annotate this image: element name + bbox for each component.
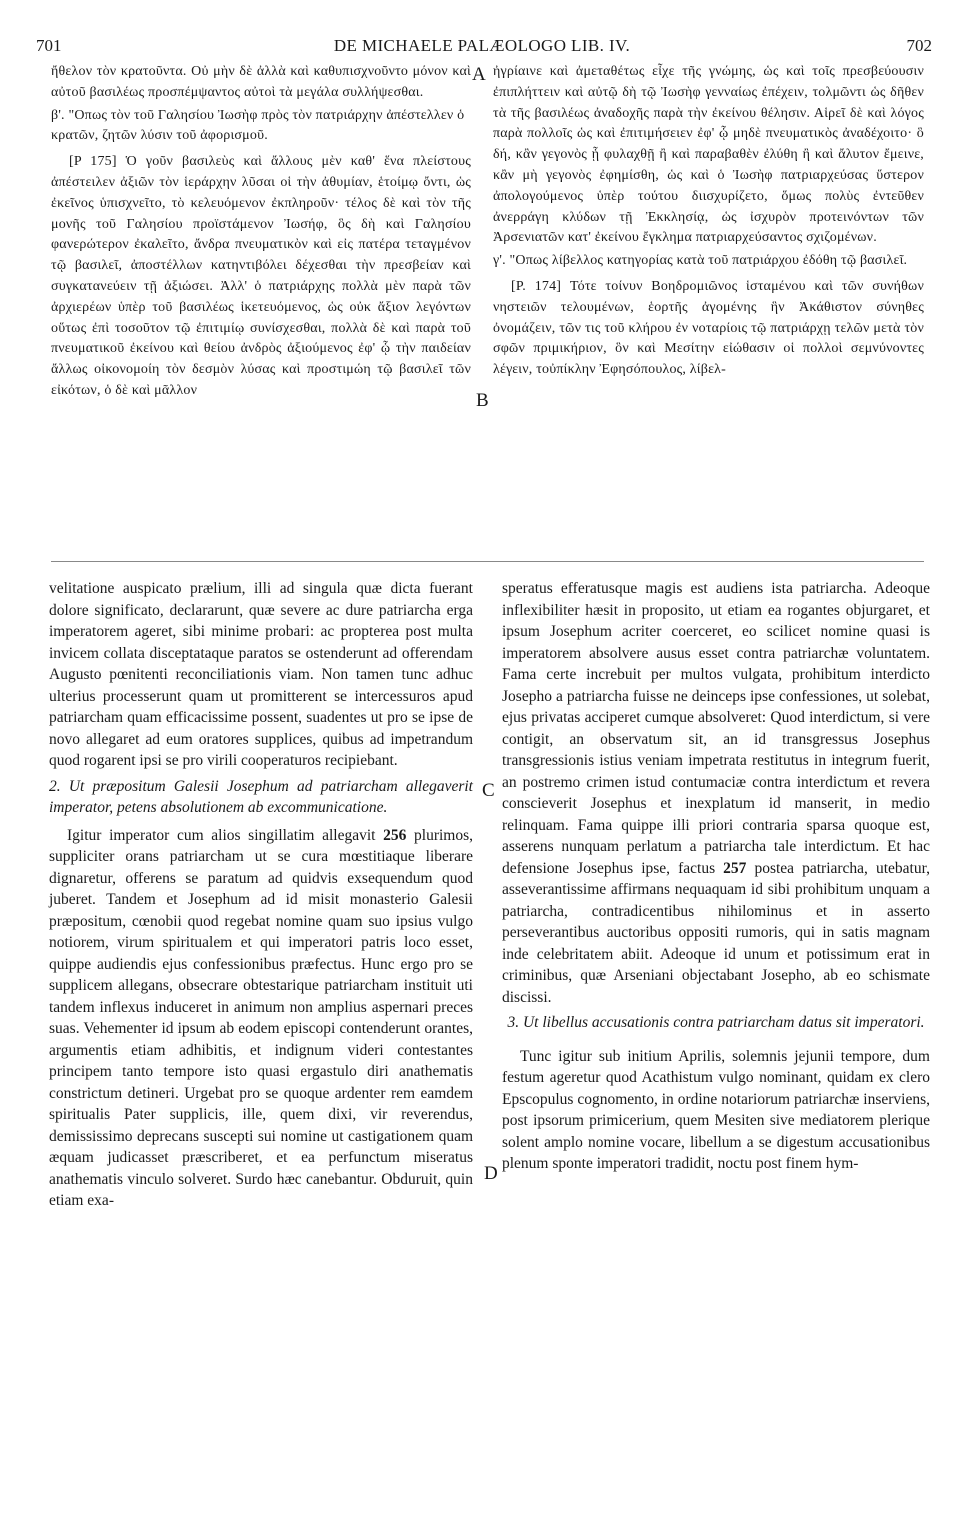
page-header [32,36,932,58]
greek-left-chapter-summary: β'. "Οπως τὸν τοῦ Γαλησίου Ἰωσὴφ πρὸς τὸν πατριάρχην ἀπέστελλεν ὁ κρατῶν, ζητῶν λύσιν τοῦ ἀφορισμοῦ. [51,107,465,144]
latin-left-chapter-summary: 2. Ut præpositum Galesii Josephum ad patriarcham allegaverit imperator, petens absolutionem ab excommunicatione. [49,777,473,816]
latin-right-paragraph-1 [502,578,930,1008]
latin-left-paragraph-2 [49,825,473,1212]
margin-marker-c: C [482,780,495,801]
column-divider-rule [51,561,924,562]
margin-marker-d: D [484,1163,498,1184]
greek-right-chapter-summary: γ'. "Οπως λίβελλος κατηγορίας κατὰ τοῦ πατριάρχου ἐδόθη τῷ βασιλεῖ. [493,253,908,269]
latin-right-paragraph-1-start: speratus efferatusque magis est audiens ista patriarcha. Adeoque inflexibiliter hæsit in proposito, ut etiam ea rogantes objurgaret, et ipsum Josephum acriter coerceret, eo scilicet nomine quasi is imperatorem absolvere ausus esset contra patriarchæ voluntatem. Fama certe increbuit per multos vulgata, prohibitum interdicto Josepho a patriarcha fuisse ne deinceps ipse confessiones, ut solebat, ejus privatas acciperet cumque absolveret: Quod interdictum, si vere contigit, an observatum sit, an id transgressus Josephus transgressionis istius veniam impetrata restitutus in integrum fuerit, an postremo crimen istud contumaciæ contra interdictum et revera conscieverit Josephus et inexplatum id manserit, in medio relinquam. Fama quippe illi priori contraria sparsa quoque est, asserens nunquam perlatum a patriarcha tale interdictum. Et hac defensione Josephus ipse, factus [502,580,930,877]
latin-right-chapter-summary: 3. Ut libellus accusationis contra patriarcham datus sit imperatori. [507,1014,925,1031]
latin-left-paragraph-2-start: Igitur imperator cum alios singillatim allegavit [67,826,376,844]
marginal-number-257: 257 [723,859,747,877]
marginal-number-256: 256 [383,826,407,844]
latin-left-paragraph-1: velitatione auspicato prælium, illi ad singula quæ dicta fuerant dolore significato, declararunt, quæ severe ac dure patriarcha erga imperatorem ageret, sibi minime probari: ac propterea post multa invicem collata disceptataque paratos se ostenderunt ad offerendam Augusto pœnitenti reconciliationis viam. Non tamen tunc adhuc ulterius processerunt quam ut promitterent se intercessuros apud patriarcham quam efficacissime possent, suadentes ut pro se ipse de novo allegaret ad eum oratores supplices, quibus ad impetrandum quod rogarent ipsi se pro virili cooperaturos recipiebant. [49,580,473,769]
latin-column-right [502,578,930,1175]
greek-right-paragraph-2: [P. 174] Τότε τοίνυν Βοηδρομιῶνος ἱσταμένου καὶ τῶν συνήθων νηστειῶν τελουμένων, ἑορτῆς ἀγομένης ἣν Ἀκάθιστον σύνηθες ὀνομάζειν, τῶν τις τοῦ κλήρου ἐν νοταρίοις τῷ πατριάρχῃ τελῶν μετὰ τὸν σφῶν πριμικήριον, ὃν καὶ Μεσίτην εἰώθασιν οἱ πολλοὶ σεμνύνοντες λέγειν, τοὐπίκλην Ἐφησόπουλος, λίβελ- [493,278,924,378]
page-number-right: 702 [906,36,932,55]
greek-left-paragraph-2: [P 175] Ὁ γοῦν βασιλεὺς καὶ ἄλλους μὲν καθ' ἕνα πλείστους ἀπέστειλεν ἀξιῶν τὸν ἱεράρχην λῦσαι οἱ τὴν ἀθυμίαν, ἑτοίμῳ ὄντι, ὡς ἐκεῖνος ὑπισχνεῖτο, τὸ κελευόμενον ἐκπληροῦν· τέλος δὲ καὶ τὸν τῆς μονῆς τοῦ Γαλησίου προϊστάμενον Ἰωσήφ, ὃς δὴ καὶ Γαλησίου φανερώτερον ἐκαλεῖτο, ἄνδρα πνευματικὸν καὶ εἰς πατέρα τεταγμένον τῷ βασιλεῖ, ἀποστέλλων κατηντιβόλει δέχεσθαι τὴν πρεσβείαν καὶ συγκατανεύειν τῇ ἀξιώσει. Ἀλλ' ὁ πατριάρχης πολλὰ μὲν παρὰ τῶν ἀρχιερέων ὑπὲρ τοῦ βασιλέως ἱκετευόμενος, ὡς οὐκ ἄξιον λεγόντων οὕτως ἐπὶ τοσοῦτον τῷ ἐπιτιμίῳ συνίσχεσθαι, πολλὰ δὲ καὶ παρὰ τοῦ πνευματικοῦ ἐκείνου καὶ θείου ἀνδρὸς ἀξιούμενος ἐφ' ᾧ τὴν παιδείαν ἄλλως οἰκονομοίη τὸν δεσμὸν λύσας καὶ προστιμώη τῷ βασιλεῖ τῶν εἰκότων, ὁ δὲ καὶ μᾶλλον [51,154,471,398]
latin-left-paragraph-2-rest: plurimos, suppliciter orans patriarcham ut se cura mœstitiaque liberare dignaretur, offerens se paratum ad quidvis exsequendum quod juberet. Tandem et Josephum ad id misit monasterio Galesii præpositum, cœnobii quod regebat nomine quam suo ipsius vulgo notiorem, virum spiritualem et qui imperatori patris loco esset, quippe audiendis ejus confessionibus præfectus. Hunc ergo pro se supplicem allegans, obsecrare obtestarique patriarcham instituit uti tandem inflexus induceret in animum non amplius aspernari preces suas. Vehementer id ipsum ab eodem episcopi contenderunt orantes, argumentis etiam adhibitis, et indignum videri contestantes principem tanto tempore isto quasi ergastulo diri anathematis constrictum detineri. Urgebat pro se quoque ardenter rem eamdem spiritualis Pater supplicis, ille, quem dixi, vir reverendus, demississimo deprecans suscepti sui nomine ut castigationem quam æquam judicasset præscriberet, et ea perfunctum miseratus anathematis vinculo solveret. Surdo hæc canebantur. Obduruit, quin etiam exa- [49,826,474,1209]
running-title: DE MICHAELE PALÆOLOGO LIB. IV. [333,36,631,55]
greek-column-left [51,62,471,402]
greek-right-paragraph-1: ἠγρίαινε καὶ ἀμεταθέτως εἶχε τῆς γνώμης, ὡς καὶ τοῖς πρεσβεύουσιν ἐπιπλήττειν καὶ αὐτῷ δὴ τῷ Ἰωσὴφ γενναίως ἐπέχειν, τολμῶντι ὡς δῆθεν τὰ τῆς βασιλέως ἀναδοχῆς παρὰ τὴν ἐκείνου θέλησιν. Αἱρεῖ δὲ καὶ λόγος παρὰ πολλοῖς ὡς καὶ ἐπιτιμήσειεν ἐφ' ᾧ μηδὲ πνευματικὸς ἀναδέχοιτο· ὃ δή, κἂν γεγονὸς ᾖ φυλαχθῇ ἢ καὶ παραβαθὲν ἐλύθη ἢ καὶ ἄλυτον ἔμεινε, κἂν μὴ γεγονὸς ἐφημίσθη, ὡς καὶ ὁ Ἰωσὴφ πατριαρχεύσας ὕστερον ἀπολογούμενος ὑπὲρ τούτου διισχυρίζετο, ὅμως πολὺς ἐντεῦθεν ἀνερράγη κλύδων τῇ Ἐκκλησίᾳ, ὡς ἰσχυρὸν προτεινόντων τῶν Ἀρσενιατῶν κατ' ἐκείνου ἔγκλημα πατριαρχεύσαντος σχιζομένων. [493,64,924,246]
margin-marker-b: B [476,390,489,411]
latin-right-paragraph-1-rest: postea patriarcha, utebatur, asseverantissime affirmans nequaquam id sibi prohibitum unquam a patriarcha, contradicentibus nihilominus et in asserto perseverantibus auctoribus oppositi rumoris, qui in satis magnam inde celebritatem abiit. Adeoque id unum et potissimum erat in criminibus, quæ Arseniani objectabant Josepho, ab eo schismate discissi. [502,859,931,1006]
greek-column-right [493,62,924,381]
latin-column-left [49,578,473,1212]
page-number-left: 701 [36,36,62,55]
latin-right-paragraph-2: Tunc igitur sub initium Aprilis, solemnis jejunii tempore, dum festum ageretur quod Acathistum vulgo nominant, quidam ex clero Epscopulus cognomento, in ordine notariorum patriarchæ inserviens, post ipsorum primicerium, quem Mesiten sive mediatorem plerique solent amplo nomine vocare, libellum a se digestum accusationibus plenum sponte imperatori tradidit, noctu post finem hym- [502,1047,930,1172]
greek-left-paragraph-1: ἤθελον τὸν κρατοῦντα. Οὐ μὴν δὲ ἀλλὰ καὶ καθυπισχνοῦντο μόνον καὶ αὐτοῦ βασιλέως προσπέμψαντος αὐτοὶ τὰ μεγάλα συλλήψεσθαι. [51,64,471,100]
margin-marker-a: A [472,64,486,85]
